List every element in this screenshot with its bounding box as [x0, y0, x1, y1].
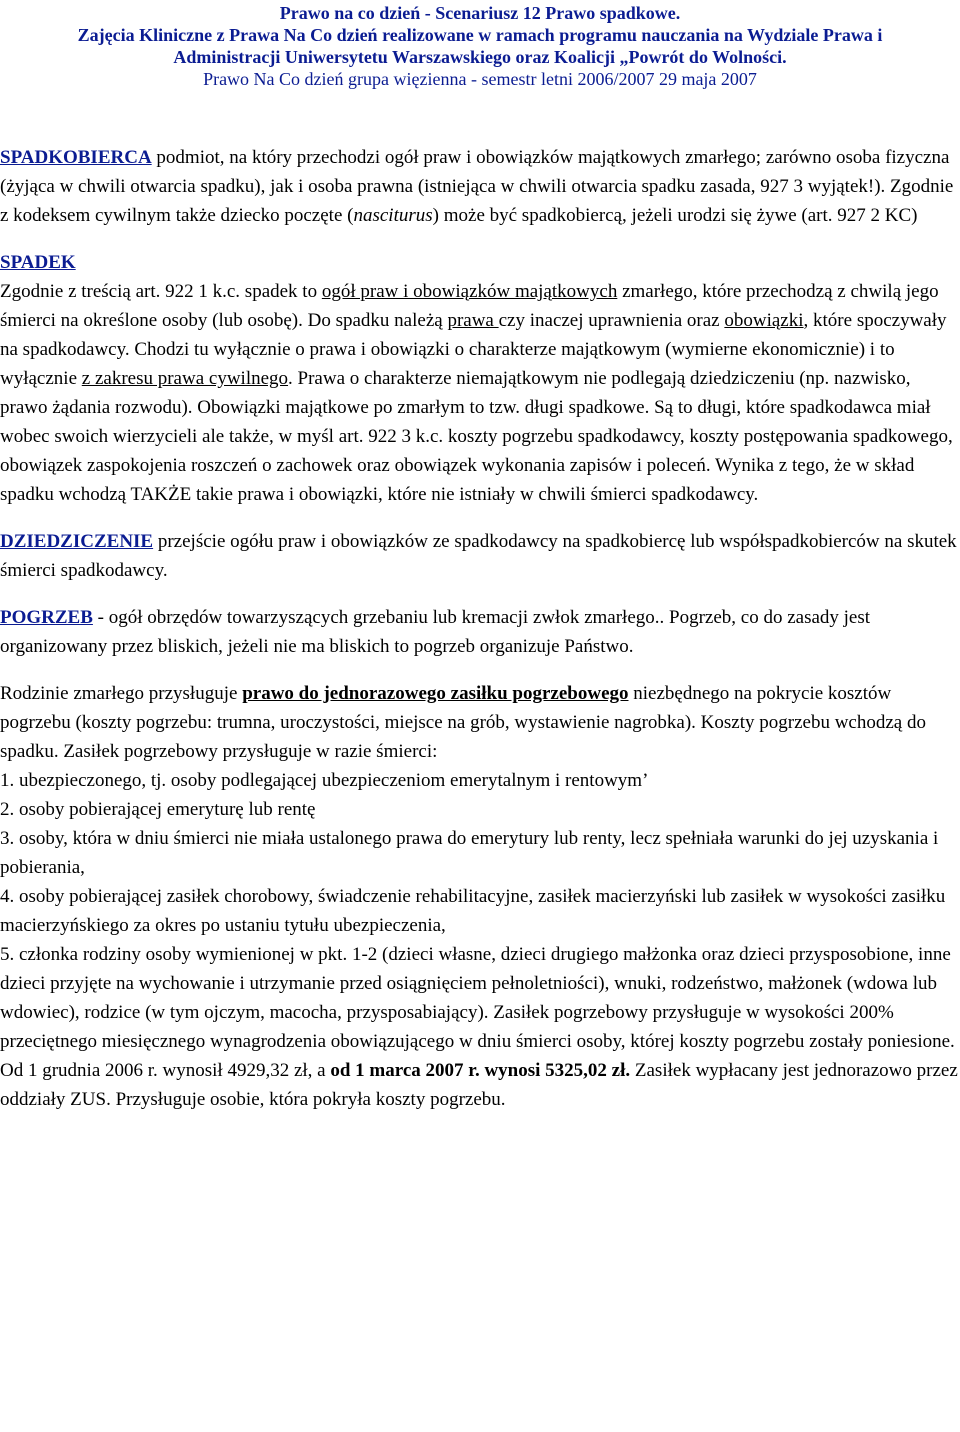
zasilek-item-2: 2. osoby pobierającej emeryturę lub rentę: [0, 799, 316, 820]
header-title: Prawo na co dzień - Scenariusz 12 Prawo spadkowe.: [279, 3, 681, 23]
term-pogrzeb: POGRZEB: [0, 607, 93, 628]
spadek-text-5: . Prawa o charakterze niemajątkowym nie podlegają dziedziczeniu (np. nazwisko, prawo żądania rozwodu). Obowiązki majątkowe po zmarłym to tzw. długi spadkowe. Są to długi, które spadkodawca miał wobec swoich wierzycieli ale także, w myśl art. 922 3 k.c. koszty pogrzebu spadkodawcy, koszty postępowania spadkowego, obowiązek zaspokojenia roszczeń o zachowek oraz obowiązek wykonania zapisów i poleceń. Wynika z tego, że w skład spadku wchodzą TAKŻE takie prawa i obowiązki, które nie istniały w chwili śmierci spadkodawcy.: [0, 368, 953, 505]
zasilek-item-5-end: Zasiłek wypłacany jest jednorazowo przez oddziały ZUS. Przysługuje osobie, która pokryła koszty pogrzebu.: [0, 1060, 958, 1110]
term-dziedziczenie: DZIEDZICZENIE: [0, 531, 154, 552]
section-spadkobierca: [0, 143, 960, 230]
spadek-underline-2: prawa: [447, 310, 499, 331]
header-line-2: Zajęcia Kliniczne z Prawa Na Co dzień realizowane w ramach programu nauczania na Wydziale Prawa i: [77, 25, 883, 45]
document-body: [0, 143, 960, 1114]
section-dziedziczenie: [0, 527, 960, 585]
spadek-text-1: Zgodnie z treścią art. 922 1 k.c. spadek to: [0, 281, 322, 302]
zasilek-text-2: niezbędnego na pokrycie kosztów pogrzebu (koszty pogrzebu: trumna, uroczystości, miejsce na grób, wystawienie nagrobka). Koszty pogrzebu wchodzą do spadku. Zasiłek pogrzebowy przysługuje w razie śmierci:: [0, 683, 926, 762]
spadek-underline-4: z zakresu prawa cywilnego: [81, 368, 289, 389]
zasilek-amount-bold: od 1 marca 2007 r. wynosi 5325,02 zł.: [330, 1060, 631, 1081]
spadek-text-4: , które spoczywały na spadkodawcy. Chodzi tu wyłącznie o prawa i obowiązki o charakterze majątkowym (wymierne ekonomicznie) i to wyłącznie: [0, 310, 947, 389]
zasilek-item-5: 5. członka rodziny osoby wymienionej w pkt. 1-2 (dzieci własne, dzieci drugiego małżonka oraz dzieci przysposobione, inne dzieci przyjęte na wychowanie i utrzymanie przed osiągnięciem pełnoletniości), wnuki, rodzeństwo, małżonek (wdowa lub wdowiec), rodzice (w tym ojczym, macocha, przysposabiający). Zasiłek pogrzebowy przysługuje w wysokości 200% przeciętnego miesięcznego wynagrodzenia obowiązującego w dniu śmierci osoby, której koszty pogrzebu zostały poniesione. Od 1 grudnia 2006 r. wynosił 4929,32 zł, a: [0, 944, 955, 1081]
spadek-underline-3: obowiązki: [724, 310, 804, 331]
zasilek-item-1: 1. ubezpieczonego, tj. osoby podlegającej ubezpieczeniom emerytalnym i rentowym’: [0, 770, 649, 791]
section-zasilek: [0, 679, 960, 1114]
term-spadkobierca: SPADKOBIERCA: [0, 147, 152, 168]
spadek-underline-1: ogół praw i obowiązków majątkowych: [321, 281, 618, 302]
spacer: [0, 585, 960, 603]
section-pogrzeb: [0, 603, 960, 661]
section-spadek: [0, 248, 960, 509]
zasilek-text-1: Rodzinie zmarłego przysługuje: [0, 683, 243, 704]
header-line-3: Administracji Uniwersytetu Warszawskiego oraz Koalicji „Powrót do Wolności.: [173, 47, 787, 67]
zasilek-item-4: 4. osoby pobierającej zasiłek chorobowy, świadczenie rehabilitacyjne, zasiłek macierzyński lub zasiłek w wysokości zasiłku macierzyńskiego za okres po ustaniu tytułu ubezpieczenia,: [0, 886, 946, 936]
zasilek-bold-underline: prawo do jednorazowego zasiłku pogrzebowego: [242, 683, 629, 704]
spadkobierca-text-1: podmiot, na który przechodzi ogół praw i obowiązków majątkowych zmarłego; zarówno osoba fizyczna (żyjąca w chwili otwarcia spadku), jak i osoba prawna (istniejąca w chwili otwarcia spadku zasada, 927 3 wyjątek!). Zgodnie z kodeksem cywilnym także dziecko poczęte (: [0, 147, 954, 226]
spadkobierca-text-2: ) może być spadkobiercą, jeżeli urodzi się żywe (art. 927 2 KC): [432, 205, 918, 226]
spacer: [0, 509, 960, 527]
spacer: [0, 230, 960, 248]
spadek-text-2: zmarłego, które przechodzą z chwilą jego śmierci na określone osoby (lub osobę). Do spadku należą: [0, 281, 939, 331]
zasilek-item-3: 3. osoby, która w dniu śmierci nie miała ustalonego prawa do emerytury lub renty, lecz spełniała warunki do jej uzyskania i pobierania,: [0, 828, 939, 878]
spacer: [0, 661, 960, 679]
term-spadek: SPADEK: [0, 252, 76, 273]
spadkobierca-italic: nasciturus: [353, 205, 433, 226]
header-line-4: Prawo Na Co dzień grupa więzienna - semestr letni 2006/2007 29 maja 2007: [203, 69, 757, 89]
dziedziczenie-text: przejście ogółu praw i obowiązków ze spadkodawcy na spadkobiercę lub współspadkobierców na skutek śmierci spadkodawcy.: [0, 531, 957, 581]
pogrzeb-text: - ogół obrzędów towarzyszących grzebaniu lub kremacji zwłok zmarłego.. Pogrzeb, co do zasady jest organizowany przez bliskich, jeżeli nie ma bliskich to pogrzeb organizuje Państwo.: [0, 607, 871, 657]
spadek-text-3: czy inaczej uprawnienia oraz: [498, 310, 725, 331]
